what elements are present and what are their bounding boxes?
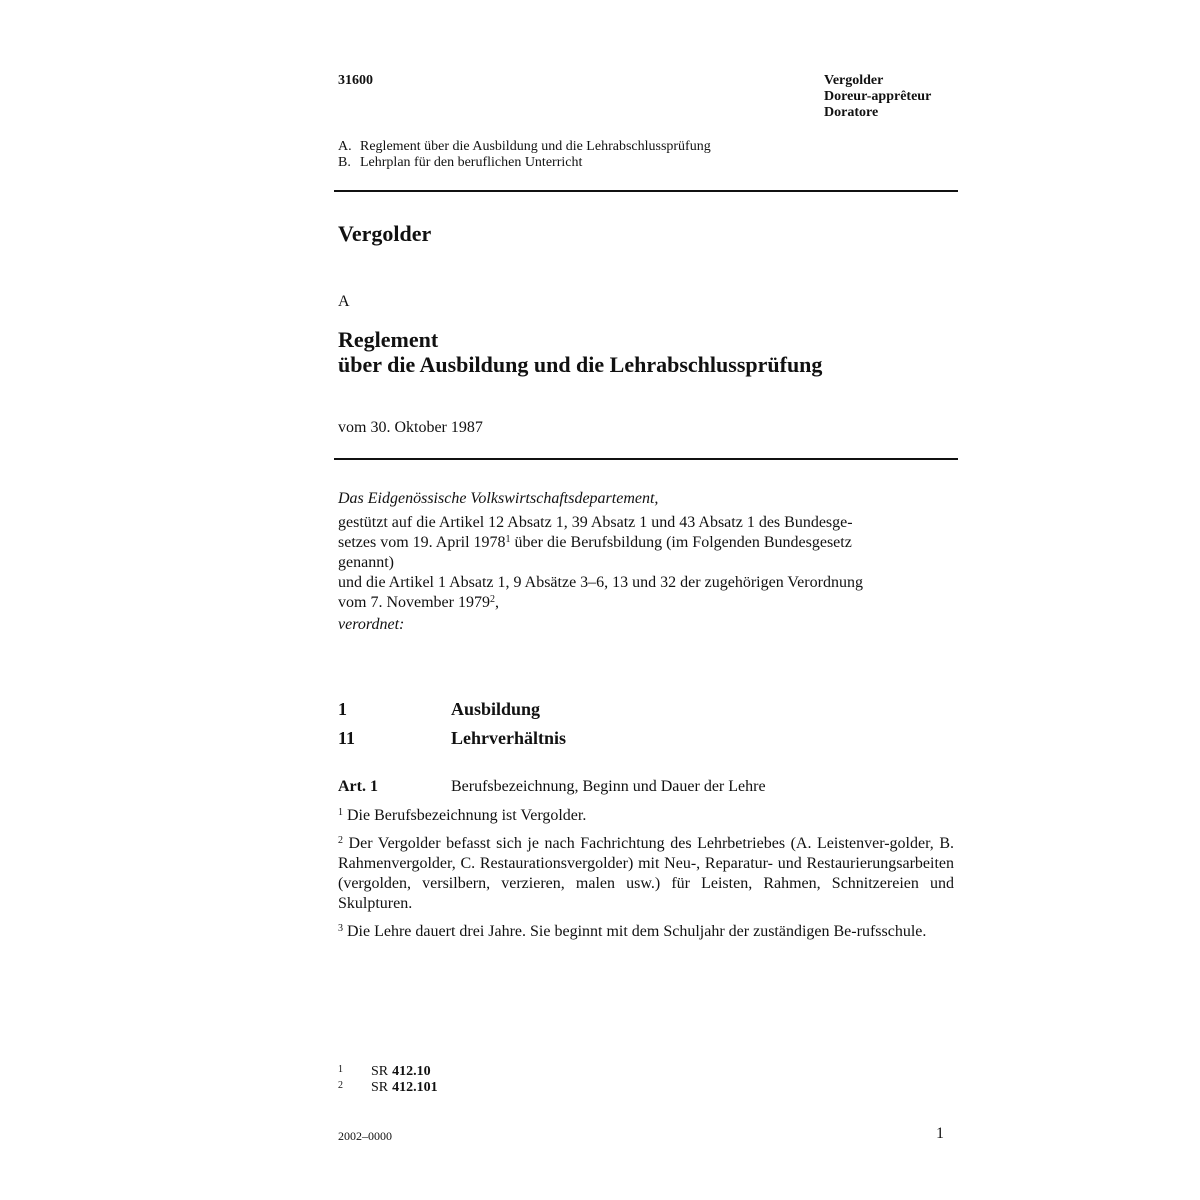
contents-item-letter: B. <box>338 155 351 170</box>
horizontal-divider <box>334 190 958 192</box>
regulation-date: vom 30. Oktober 1987 <box>338 419 483 436</box>
paragraph-text: Der Vergolder befasst sich je nach Fachrichtung des Lehrbetriebes (A. Leistenver-golder, B. Rahmenvergolder, C. Restaurationsvergolder) mit Neu-, Reparatur- und Restaurierungsarbeiten (vergolden, versilbern, verzieren, malen usw.) für Leisten, Rahmen, Schnitzereien und Skulpturen. <box>338 835 955 912</box>
footnote-mark: 2 <box>338 1080 343 1091</box>
title-french: Doreur-apprêteur <box>824 89 932 104</box>
title-german: Vergolder <box>824 73 884 88</box>
footer-code: 2002–0000 <box>338 1129 392 1143</box>
preamble-line: gestützt auf die Artikel 12 Absatz 1, 39 Absatz 1 und 43 Absatz 1 des Bundesge- <box>338 514 853 531</box>
regulation-title <box>338 327 822 377</box>
preamble-line: und die Artikel 1 Absatz 1, 9 Absätze 3–6, 13 und 32 der zugehörigen Verordnung <box>338 574 863 591</box>
paragraph-number: 1 <box>338 807 343 818</box>
footnote <box>338 1064 438 1080</box>
article-title: Berufsbezeichnung, Beginn und Dauer der Lehre <box>451 778 766 795</box>
subsection-heading <box>338 728 566 749</box>
horizontal-divider <box>334 458 958 460</box>
footnote-reference-number: 412.101 <box>392 1080 438 1095</box>
footnote-mark: 1 <box>338 1064 343 1075</box>
preamble-line <box>338 593 948 613</box>
footnote-label: SR <box>371 1064 389 1079</box>
page-title: Vergolder <box>338 221 432 246</box>
contents-item <box>338 155 711 171</box>
document-page <box>338 0 958 1200</box>
title-italian: Doratore <box>824 105 879 120</box>
preamble-decree: verordnet: <box>338 616 405 633</box>
document-number: 31600 <box>338 73 373 88</box>
article-paragraph <box>338 834 954 914</box>
paragraph-number: 3 <box>338 923 343 934</box>
preamble <box>338 489 948 635</box>
subsection-heading-number: 11 <box>338 728 356 748</box>
section-heading-number: 1 <box>338 699 347 719</box>
preamble-issuer: Das Eidgenössische Volkswirtschaftsdepartement, <box>338 490 659 507</box>
contents-item-text: Reglement über die Ausbildung und die Lehrabschlussprüfung <box>360 139 711 154</box>
footnote-reference: 1 <box>505 534 511 545</box>
preamble-text: über die Berufsbildung (im Folgenden Bundesgesetz <box>510 534 852 551</box>
regulation-title-line: Reglement <box>338 327 439 352</box>
contents-item-letter: A. <box>338 139 352 154</box>
preamble-text: vom 7. November 1979 <box>338 594 490 611</box>
footnote-label: SR <box>371 1080 389 1095</box>
article-body <box>338 806 954 950</box>
regulation-title-line: über die Ausbildung und die Lehrabschlussprüfung <box>338 352 823 377</box>
paragraph-text: Die Berufsbezeichnung ist Vergolder. <box>347 807 587 824</box>
article-number: Art. 1 <box>338 778 378 795</box>
page-number: 1 <box>936 1125 944 1142</box>
section-heading <box>338 699 540 720</box>
footnote-reference: 2 <box>489 594 495 605</box>
preamble-text: , <box>494 594 499 611</box>
footnotes <box>338 1064 438 1096</box>
footnote-reference-number: 412.10 <box>392 1064 431 1079</box>
preamble-line <box>338 533 948 553</box>
section-heading-title: Ausbildung <box>451 699 541 719</box>
contents-item <box>338 139 711 155</box>
article-paragraph <box>338 922 954 942</box>
paragraph-number: 2 <box>338 835 343 846</box>
article-heading <box>338 778 766 796</box>
table-of-contents <box>338 139 711 171</box>
preamble-text: setzes vom 19. April 1978 <box>338 534 506 551</box>
article-paragraph <box>338 806 954 826</box>
preamble-line: genannt) <box>338 554 394 571</box>
profession-titles <box>824 73 931 121</box>
footnote <box>338 1080 438 1096</box>
paragraph-text: Die Lehre dauert drei Jahre. Sie beginnt mit dem Schuljahr der zuständigen Be-rufsschule. <box>347 923 927 940</box>
contents-item-text: Lehrplan für den beruflichen Unterricht <box>360 155 583 170</box>
section-letter: A <box>338 293 350 310</box>
subsection-heading-title: Lehrverhältnis <box>451 728 566 748</box>
